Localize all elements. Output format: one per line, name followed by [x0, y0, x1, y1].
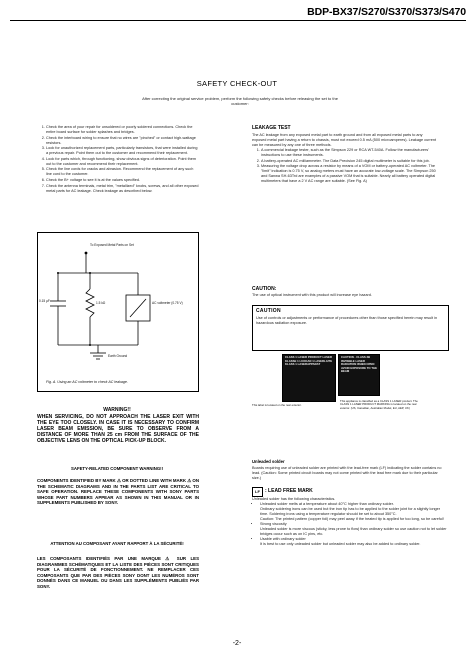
earth-ground-label: Earth Ground — [108, 354, 128, 358]
exposed-metal-label: To Exposed Metal Parts on Set — [90, 243, 134, 247]
class-1-laser-label-text: CLASS 1 LASER PRODUCT LASER KLASSE 1 LUOKAN 1 LASERLAITE KLASS 1 LASERAPPARAT — [285, 355, 333, 367]
label-location-note: This label is located on the rear exterior. — [252, 403, 302, 407]
leakage-method: 2. A battery-operated AC milliammeter. The Data Precision 245 digital multimeter is suitable for this job. — [261, 159, 437, 164]
checklist-item: 1. Check the area of your repair for unsoldered or poorly soldered connections. Check the entire board surface for solder splashes and bridges. — [46, 125, 199, 135]
warning-text: WHEN SERVICING, DO NOT APPROACH THE LASER EXIT WITH THE EYE TOO CLOSELY. IN CASE IT IS NECESSARY TO CONFIRM LASER BEAM EMISSION, BE SURE TO OBSERVE FROM A DISTANCE OF MORE THAN 25 cm FROM THE SURFACE OF THE OBJECTIVE LENS ON THE OPTICAL PICK-UP BLOCK. — [37, 414, 199, 445]
lead-free-icon: LF — [252, 487, 263, 497]
class-3b-warning-label — [338, 354, 380, 396]
lead-free-subtext: It is best to use only unleaded solder but unleaded solder may also be added to ordinary solder. — [260, 542, 421, 546]
leakage-test-figure — [37, 232, 199, 392]
checklist-item: 5. Check the line cords for cracks and abrasion. Recommend the replacement of any such line cord to the customer. — [46, 167, 199, 177]
lead-free-subtext: Ordinary soldering irons can be used but the iron tip has to be applied to the solder joint for a slightly longer time. Soldering irons using a temperature regulator should be set to about 350°C. — [260, 507, 441, 516]
checklist-item: 3. Look for unauthorized replacement parts, particularly transistors, that were installed during a previous repair. Point them out to the customer and recommend their replacement. — [46, 146, 199, 156]
lead-free-subtext: Caution: The printed pattern (copper foil) may peel away if the heated tip is applied for too long, so be careful! — [260, 517, 444, 521]
voltmeter-label: AC voltmeter (0.75 V) — [152, 301, 183, 305]
page-title: SAFETY CHECK-OUT — [196, 79, 278, 88]
safety-checklist — [37, 125, 199, 194]
capacitor-label: 0.15 μF — [39, 299, 50, 303]
unleaded-solder-heading: Unleaded solder — [252, 459, 285, 464]
checklist-item: 6. Check the B+ voltage to see it is at the values specified. — [46, 178, 199, 183]
resistor-label: 1.5 kΩ — [96, 301, 106, 305]
lead-free-subtext: Unleaded solder is more viscous (sticky, less prone to flow) than ordinary solder so use caution not to let solder bridges occur such as on IC pins, etc. — [260, 527, 447, 536]
caution-box-heading: CAUTION — [256, 308, 281, 314]
checklist-item: 2. Check the interboard wiring to ensure that no wires are "pinched" or contact high-wattage resistors. — [46, 136, 199, 146]
unleaded-solder-text: Boards requiring use of unleaded solder are printed with the lead-free mark (LF) indicating the solder contains no lead. (Caution: Some printed circuit boards may not come printed with the lead free mark due to their particular size.) — [252, 466, 442, 480]
safety-component-text: COMPONENTS IDENTIFIED BY MARK ⚠ OR DOTTED LINE WITH MARK ⚠ ON THE SCHEMATIC DIAGRAMS AND IN THE PARTS LIST ARE CRITICAL TO SAFE OPERATION. REPLACE THESE COMPONENTS WITH SONY PARTS WHOSE PART NUMBERS APPEAR AS SHOWN IN THIS MANUAL OR IN SUPPLEMENTS PUBLISHED BY SONY. — [37, 478, 199, 506]
attention-heading: ATTENTION AU COMPOSANT AYANT RAPPORT À LA SÉCURITÉ! — [50, 541, 184, 546]
laser-class-note: This appliance is classified as a CLASS 1 LASER product. The CLASS 1 LASER PRODUCT MARKING is located on the rear exterior. (US, Canadian, Australian Model, EU, AEP, UK) — [340, 399, 418, 410]
caution-box-text: Use of controls or adjustments or performance of procedures other than those specified herein may result in hazardous radiation exposure. — [256, 316, 438, 325]
checklist-item: 7. Check the antenna terminals, metal trim, "metallized" knobs, screws, and all other exposed metal parts for AC leakage. Check leakage as described below. — [46, 184, 199, 194]
header-rule — [10, 20, 466, 21]
lead-free-body — [252, 497, 447, 547]
class-1-laser-label — [282, 354, 336, 402]
leakage-test-heading: LEAKAGE TEST — [252, 125, 291, 131]
class-3b-warning-label-text: CAUTION - CLASS 3B INVISIBLE LASER RADIATION WHEN OPEN AVOID EXPOSURE TO THE BEAM — [341, 355, 377, 374]
circuit-diagram — [38, 233, 198, 391]
leakage-method: 3. Measuring the voltage drop across a resistor by means of a VOM or battery-operated AC voltmeter. The "limit" indication is 0.75 V, so analog meters must have an accurate low-voltage scale. The Simpson 250 and Sanwa SH-63Trd are examples of a passive VOM that is suitable. Nearly all battery operated digital multimeters that have a 2 V AC range are suitable. (See Fig. A) — [261, 164, 437, 184]
attention-text: LES COMPOSANTS IDENTIFIÉS PAR UNE MARQUE ⚠ SUR LES DIAGRAMMES SCHÉMATIQUES ET LA LISTE DES PIÈCES SONT CRITIQUES POUR LA SÉCURITÉ DE FONCTIONNEMENT. NE REMPLACER CES COMPOSANTS QUE PAR DES PIÈCES SONY DONT LES NUMÉROS SONT DONNÉS DANS CE MANUEL OU DANS LES SUPPLÉMENTS PUBLIÉS PAR SONY. — [37, 556, 199, 589]
caution-box — [252, 305, 449, 351]
figure-caption: Fig. A. Using an AC voltmeter to check AC leakage. — [46, 380, 128, 384]
lead-free-bullet: • Usable with ordinary solder — [260, 537, 447, 542]
leakage-intro: The AC leakage from any exposed metal part to earth ground and from all exposed metal parts to any exposed metal part having a return to chassis, must not exceed 0.5 mA (500 microamperes). Leakage current can be measured by any one of three methods. — [252, 133, 437, 147]
safety-component-heading: SAFETY-RELATED COMPONENT WARNING!! — [70, 466, 164, 471]
lead-free-bullet: • Strong viscosity — [260, 522, 447, 527]
leakage-test-body — [252, 133, 437, 185]
lead-free-intro: Unleaded solder has the following characteristics. — [252, 497, 336, 501]
warning-heading: WARNING!! — [103, 407, 131, 413]
leakage-method: 1. A commercial leakage tester, such as the Simpson 229 or RCA WT-540A. Follow the manufacturers' instructions to use these instruments. — [261, 148, 437, 158]
checklist-item: 4. Look for parts which, through functioning, show obvious signs of deterioration. Point them out to the customer and recommend their replacement. — [46, 157, 199, 167]
lead-free-heading: : LEAD FREE MARK — [265, 488, 313, 494]
caution-text: The use of optical instrument with this product will increase eye hazard. — [252, 293, 372, 297]
laser-labels-area — [252, 354, 447, 454]
caution-heading: CAUTION: — [252, 286, 277, 292]
model-header: BDP-BX37/S270/S370/S373/S470 — [307, 6, 466, 18]
lead-free-bullet: • Unleaded solder melts at a temperature about 40°C higher than ordinary solder. — [260, 502, 447, 507]
page-number: -2- — [232, 640, 242, 647]
intro-text: After correcting the original service problem, perform the following safety checks before releasing the set to the customer: — [142, 96, 338, 107]
